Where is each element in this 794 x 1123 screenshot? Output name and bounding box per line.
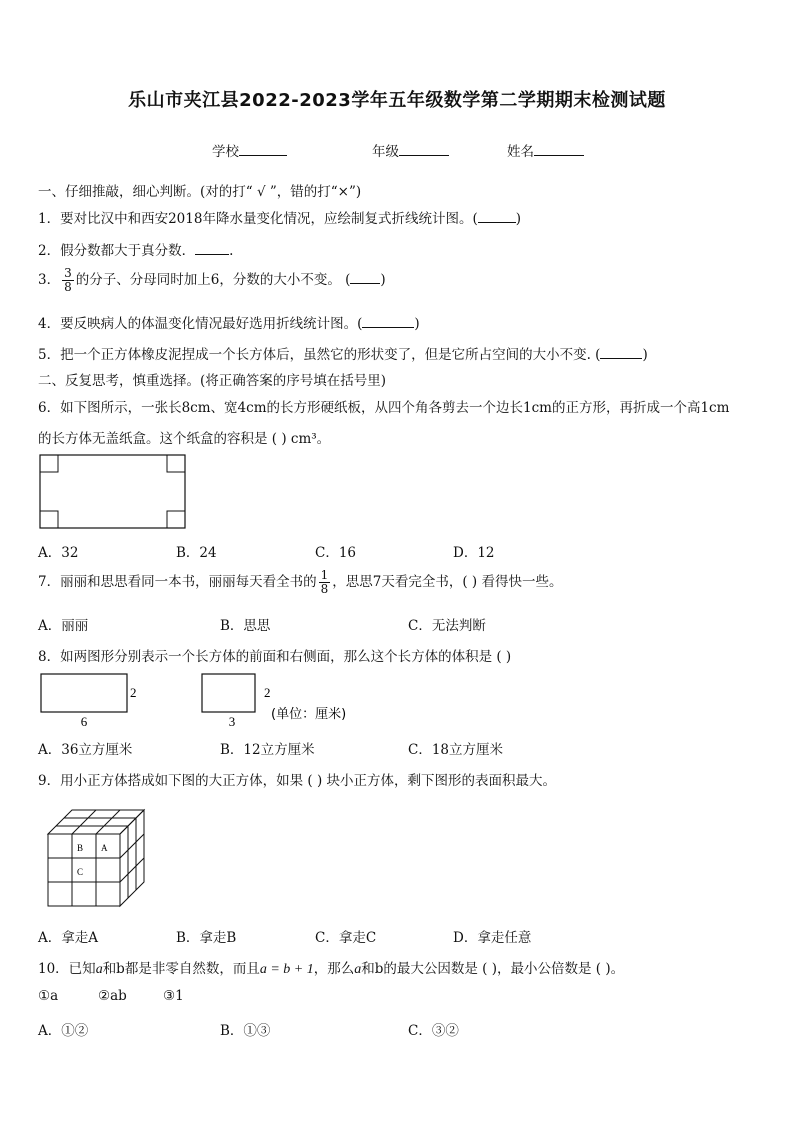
q10-option-c: C．③② bbox=[408, 1023, 459, 1039]
question-7: 7．丽丽和思思看同一本书，丽丽每天看全书的 $\frac{1}{8}$ ，思思7天看完全书，( ) 看得快一些。 bbox=[38, 568, 563, 596]
question-1: 1．要对比汉中和西安2018年降水量变化情况，应绘制复式折线统计图。( ) bbox=[38, 211, 521, 227]
cardboard-figure bbox=[38, 453, 188, 531]
q10-choice-1: ①a bbox=[38, 988, 59, 1004]
question-6-line1: 6．如下图所示，一张长8cm、宽4cm的长方形硬纸板，从四个角各剪去一个边长1cm的正方形，再折成一个高1cm bbox=[38, 400, 730, 416]
unit-label: (单位：厘米) bbox=[271, 707, 347, 722]
q9-option-a: A．拿走A bbox=[38, 930, 98, 946]
grade-field: 年级 bbox=[372, 140, 449, 160]
fraction-3-8: $\frac{3}{8}$ bbox=[64, 266, 72, 294]
cube-label-c: C bbox=[77, 867, 84, 877]
q7-option-b: B．思思 bbox=[220, 618, 271, 634]
q8-option-c: C．18立方厘米 bbox=[408, 742, 504, 758]
equation: a = b + 1 bbox=[259, 962, 314, 977]
q10-choice-2: ②ab bbox=[98, 988, 127, 1004]
q8-option-a: A．36立方厘米 bbox=[38, 742, 133, 758]
q6-option-b: B．24 bbox=[176, 545, 217, 561]
front-height-label: 2 bbox=[130, 685, 137, 700]
fraction-1-8: $\frac{1}{8}$ bbox=[320, 568, 329, 596]
q6-option-a: A．32 bbox=[38, 545, 79, 561]
q8-option-b: B．12立方厘米 bbox=[220, 742, 315, 758]
q9-option-c: C．拿走C bbox=[315, 930, 377, 946]
q10-option-b: B．①③ bbox=[220, 1023, 271, 1039]
q6-option-d: D．12 bbox=[453, 545, 495, 561]
page-title: 乐山市夹江县2022-2023学年五年级数学第二学期期末检测试题 bbox=[128, 90, 666, 111]
name-field: 姓名 bbox=[507, 140, 584, 160]
front-width-label: 6 bbox=[80, 714, 88, 729]
cube-label-b: B bbox=[77, 843, 84, 853]
question-8: 8．如两图形分别表示一个长方体的前面和右侧面，那么这个长方体的体积是 ( ) bbox=[38, 649, 512, 665]
question-2: 2．假分数都大于真分数． . bbox=[38, 243, 234, 259]
q10-option-a: A．①② bbox=[38, 1023, 89, 1039]
q6-option-c: C．16 bbox=[315, 545, 357, 561]
front-face bbox=[41, 674, 127, 712]
cuboid-faces-figure bbox=[38, 670, 388, 730]
question-5: 5．把一个正方体橡皮泥捏成一个长方体后，虽然它的形状变了，但是它所占空间的大小不变. ( ) bbox=[38, 347, 648, 363]
q9-option-d: D．拿走任意 bbox=[453, 930, 532, 946]
q9-option-b: B．拿走B bbox=[176, 930, 237, 946]
question-4: 4．要反映病人的体温变化情况最好选用折线统计图。( ) bbox=[38, 316, 420, 332]
side-height-label: 2 bbox=[264, 685, 271, 700]
q7-option-c: C．无法判断 bbox=[408, 618, 486, 634]
question-9: 9．用小正方体搭成如下图的大正方体，如果 ( ) 块小正方体，剩下图形的表面积最大。 bbox=[38, 773, 556, 789]
q7-option-a: A．丽丽 bbox=[38, 618, 89, 634]
section2-heading: 二、反复思考，慎重选择。(将正确答案的序号填在括号里) bbox=[38, 373, 387, 389]
section1-heading: 一、仔细推敲，细心判断。(对的打“ √ ”，错的打“×”) bbox=[38, 184, 362, 200]
side-face bbox=[202, 674, 255, 712]
school-field: 学校 bbox=[212, 140, 287, 160]
cube-label-a: A bbox=[101, 843, 108, 853]
question-10: 10．已知a和b都是非零自然数，而且a = b + 1，那么a和b的最大公因数是 ( )，最小公倍数是 ( )。 bbox=[38, 961, 625, 977]
side-width-label: 3 bbox=[228, 714, 236, 729]
question-6-line2: 的长方体无盖纸盒。这个纸盒的容积是 ( ) cm³。 bbox=[38, 431, 331, 447]
question-3: 3． $\frac{3}{8}$ 的分子、分母同时加上6，分数的大小不变。 ( ) bbox=[38, 266, 386, 294]
q10-choice-3: ③1 bbox=[163, 988, 184, 1004]
cube-figure bbox=[44, 806, 154, 910]
